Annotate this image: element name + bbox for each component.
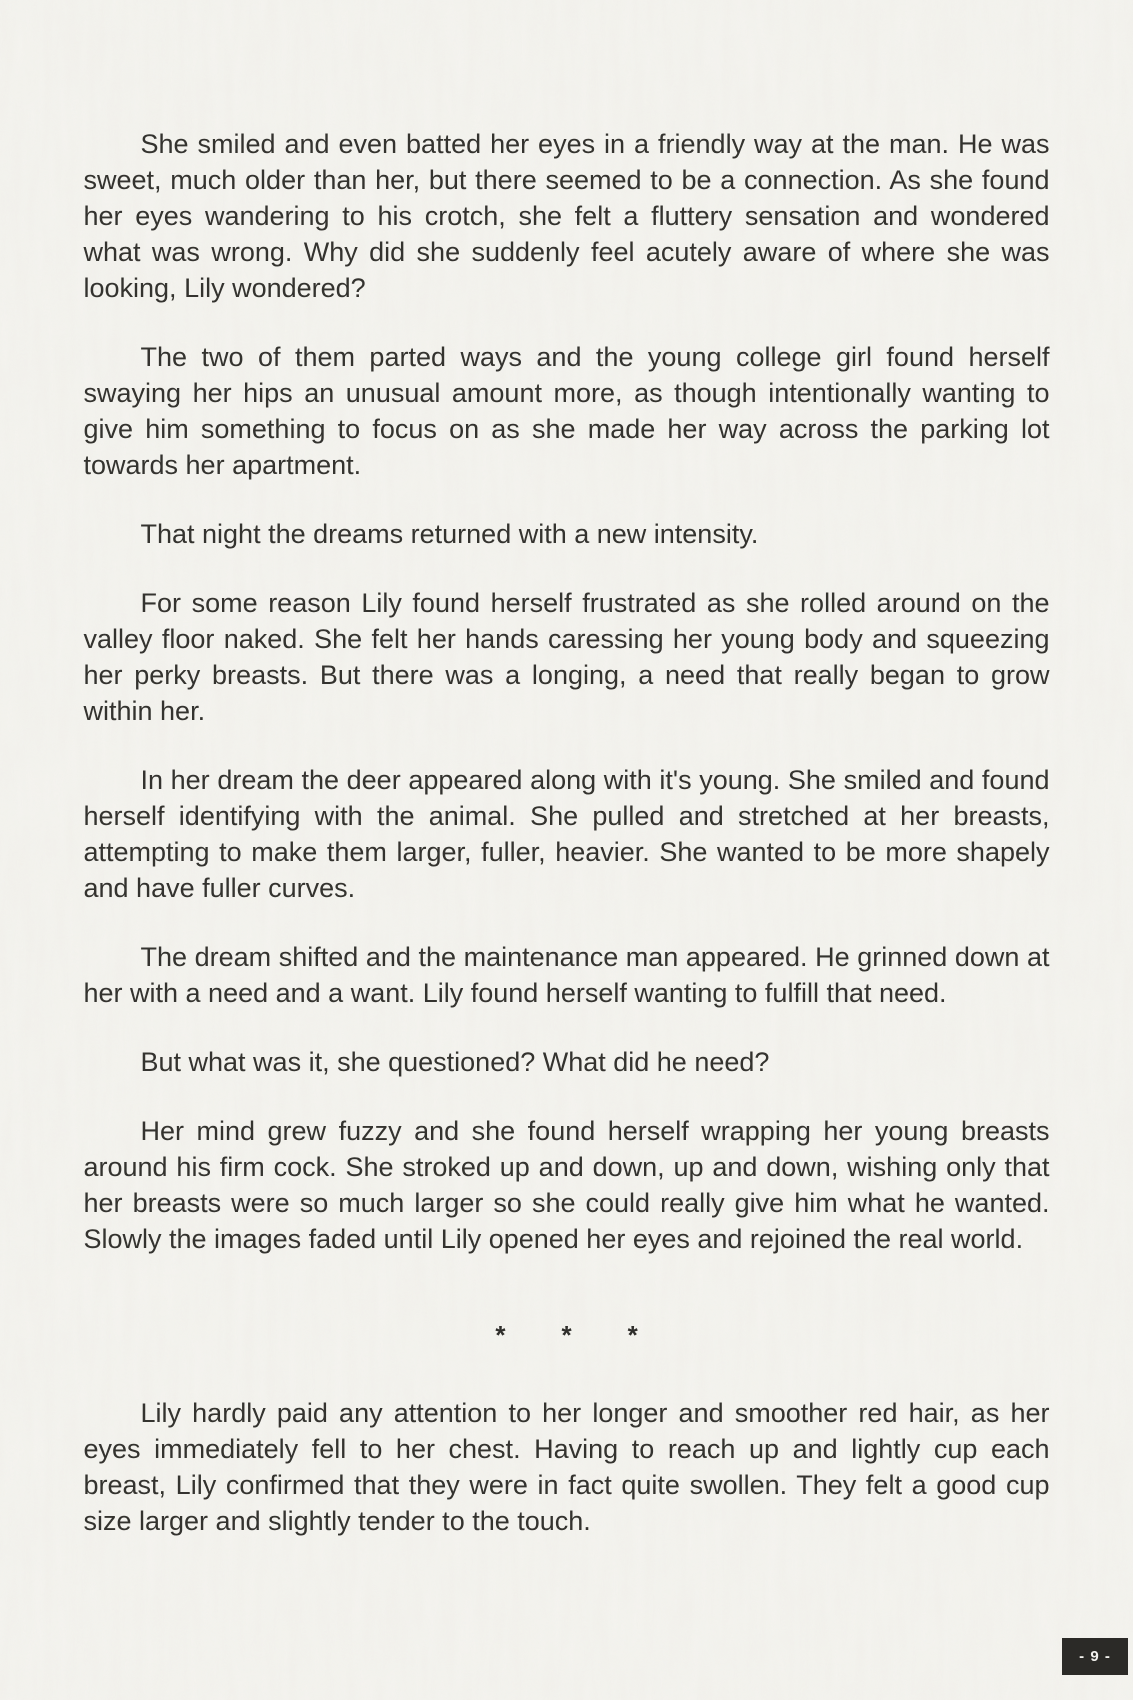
body-paragraph: She smiled and even batted her eyes in a friendly way at the man. He was sweet, much older than her, but there seemed to be a connection. As she found her eyes wandering to his crotch, she felt a fluttery sensation and wondered what was wrong. Why did she suddenly feel acutely aware of where she was looking, Lily wondered?: [83, 129, 1050, 303]
body-paragraph: For some reason Lily found herself frustrated as she rolled around on the valley floor naked. She felt her hands caressing her young body and squeezing her perky breasts. But there was a longing, a need that really began to grow within her.: [83, 588, 1050, 726]
book-page: [84, 0, 1050, 1539]
body-paragraph: Lily hardly paid any attention to her longer and smoother red hair, as her eyes immediately fell to her chest. Having to reach up and lightly cup each breast, Lily confirmed that they were in fact quite swollen. They felt a good cup size larger and slightly tender to the touch.: [83, 1398, 1050, 1536]
body-paragraph: Her mind grew fuzzy and she found herself wrapping her young breasts around his firm cock. She stroked up and down, up and down, wishing only that her breasts were so much larger so she could really give him what he wanted. Slowly the images faded until Lily opened her eyes and rejoined the real world.: [83, 1116, 1050, 1254]
body-paragraph: The two of them parted ways and the young college girl found herself swaying her hips an unusual amount more, as though intentionally wanting to give him something to focus on as she made her way across the parking lot towards her apartment.: [83, 342, 1050, 480]
asterisk-glyph: *: [495, 1320, 506, 1350]
body-paragraph: In her dream the deer appeared along with it's young. She smiled and found herself identifying with the animal. She pulled and stretched at her breasts, attempting to make them larger, fuller, heavier. She wanted to be more shapely and have fuller curves.: [83, 765, 1050, 903]
body-paragraph: That night the dreams returned with a new intensity.: [140, 519, 759, 549]
page-number-badge: - 9 -: [1062, 1638, 1128, 1675]
asterisk-glyph: *: [561, 1320, 572, 1350]
asterisk-glyph: *: [627, 1320, 638, 1350]
section-break: [84, 1317, 1050, 1353]
body-paragraph: The dream shifted and the maintenance man appeared. He grinned down at her with a need and a want. Lily found herself wanting to fulfill that need.: [83, 942, 1050, 1008]
body-paragraph: But what was it, she questioned? What did he need?: [140, 1047, 770, 1077]
